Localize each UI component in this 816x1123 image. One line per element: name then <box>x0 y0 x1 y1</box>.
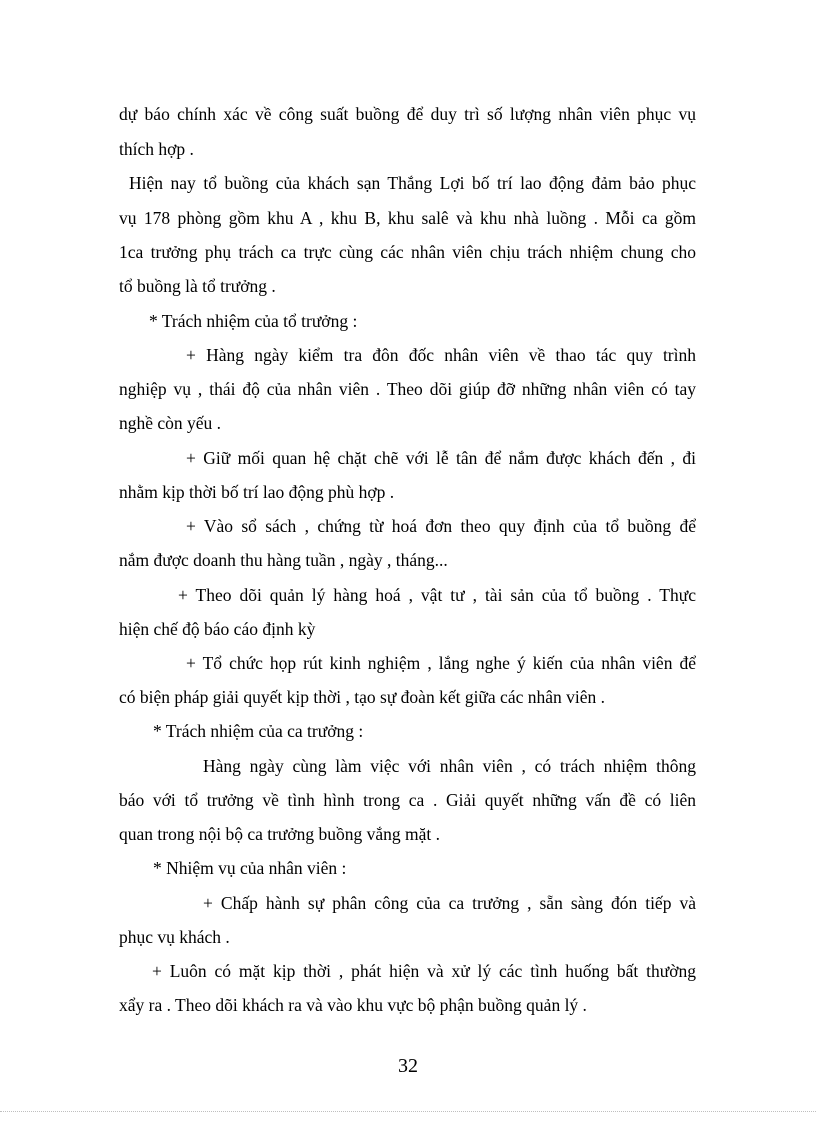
list-item-line: + Luôn có mặt kịp thời , phát hiện và xử lý các tình huống bất thường <box>152 961 696 981</box>
text-line: Hàng ngày cùng làm việc với nhân viên , có trách nhiệm thông <box>203 756 696 776</box>
text-line: dự báo chính xác về công suất buồng để duy trì số lượng nhân viên phục vụ <box>119 104 696 124</box>
list-item-line: nắm được doanh thu hàng tuần , ngày , tháng... <box>119 550 448 570</box>
list-item-line: hiện chế độ báo cáo định kỳ <box>119 619 316 639</box>
text-line: Hiện nay tổ buồng của khách sạn Thắng Lợi bố trí lao động đảm bảo phục <box>129 173 696 193</box>
page-border <box>0 1111 816 1112</box>
text-line: tổ buồng là tổ trưởng . <box>119 276 276 296</box>
list-item-line: + Theo dõi quản lý hàng hoá , vật tư , tài sản của tổ buồng . Thực <box>178 585 696 605</box>
list-item-line: nghề còn yếu . <box>119 413 222 433</box>
list-item-line: + Vào sổ sách , chứng từ hoá đơn theo quy định của tổ buồng để <box>186 516 696 536</box>
list-item-line: + Chấp hành sự phân công của ca trưởng , sẵn sàng đón tiếp và <box>203 893 696 913</box>
text-line: vụ 178 phòng gồm khu A , khu B, khu salê và khu nhà luồng . Mỗi ca gồm <box>119 208 696 228</box>
list-item-line: + Hàng ngày kiểm tra đôn đốc nhân viên về thao tác quy trình <box>186 345 696 365</box>
section-heading: * Trách nhiệm của ca trưởng : <box>153 721 364 741</box>
list-item-line: có biện pháp giải quyết kịp thời , tạo sự đoàn kết giữa các nhân viên . <box>119 687 606 707</box>
list-item-line: nhằm kịp thời bố trí lao động phù hợp . <box>119 482 395 502</box>
page-number: 32 <box>398 1055 418 1077</box>
list-item-line: xẩy ra . Theo dõi khách ra và vào khu vực bộ phận buồng quản lý . <box>119 995 587 1015</box>
section-heading: * Trách nhiệm của tổ trưởng : <box>149 311 358 331</box>
text-line: báo với tổ trưởng về tình hình trong ca . Giải quyết những vấn đề có liên <box>119 790 696 810</box>
section-heading: * Nhiệm vụ của nhân viên : <box>153 858 347 878</box>
list-item-line: + Tổ chức họp rút kinh nghiệm , lắng nghe ý kiến của nhân viên để <box>186 653 696 673</box>
list-item-line: phục vụ khách . <box>119 927 230 947</box>
list-item-line: nghiệp vụ , thái độ của nhân viên . Theo dõi giúp đỡ những nhân viên có tay <box>119 379 696 399</box>
text-line: thích hợp . <box>119 139 194 159</box>
list-item-line: + Giữ mối quan hệ chặt chẽ với lễ tân để nắm được khách đến , đi <box>186 448 696 468</box>
text-line: quan trong nội bộ ca trưởng buồng vắng mặt . <box>119 824 441 844</box>
text-line: 1ca trưởng phụ trách ca trực cùng các nhân viên chịu trách nhiệm chung cho <box>119 242 696 262</box>
